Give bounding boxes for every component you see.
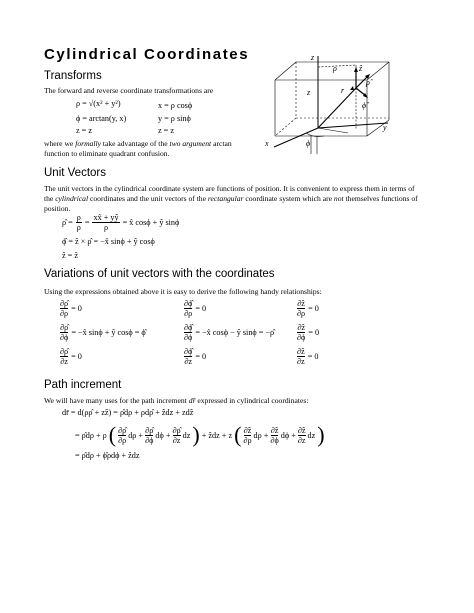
transforms-note: where we formally take advantage of the two argument arctan (44, 139, 232, 148)
transforms-note-line2: function to eliminate quadrant confusion. (44, 149, 170, 158)
variations-heading: Variations of unit vectors with the coordinates (44, 268, 275, 280)
unit-vectors-p3: position. (44, 204, 71, 213)
derivative-cell: $\frac{\partial\rhô}{\partial\phi}$ = −x̂ sinϕ + ŷ cosϕ = ϕ̂ (60, 323, 146, 342)
z-hat-equation: ẑ = ẑ (62, 251, 78, 260)
path-equation-1: dr̄ = d(ρρ̂ + zẑ) = ρ̂dρ + ρdρ̂ + ẑdz + zdẑ (62, 408, 194, 417)
derivative-cell: $\frac{\partial\rhô}{\partial\rho}$ = 0 (60, 299, 82, 318)
path-intro: We will have many uses for the path increment dr̄ expressed in cylindrical coordinates: (44, 396, 309, 405)
derivative-cell: $\frac{\partial\rhô}{\partial z}$ = 0 (60, 347, 82, 366)
z-height-label: z (307, 88, 311, 97)
z-hat-label: ẑ (359, 64, 363, 73)
unit-vectors-p2: the cylindrical coordinates and the unit vectors of the rectangular coordinate system which are not themselves functions of (44, 194, 418, 203)
cylindrical-coordinates-figure (262, 50, 414, 162)
derivative-cell: $\frac{\text{∂ẑ}}{\partial z}$ = 0 (297, 347, 319, 366)
path-equation-2: = ρ̂dρ + ρ ( ∂ρ̂ ∂ρ dρ + $\frac{\partial\rhô}{\partial\phi}$ dϕ + $\frac{\partial\rhô}{\partial z}$ dz ) + ẑdz + z ( ∂ẑ ∂ρ dρ + $\frac{\text{∂ẑ}}{\partial\phi}$ dϕ + $\frac{\text{∂ẑ}}{\partial z}$ dz ) (75, 422, 325, 447)
derivative-cell: $\frac{\text{∂ẑ}}{\partial\rho}$ = 0 (297, 299, 319, 318)
z-axis-label: z (311, 53, 315, 62)
transform-z-left: z = z (76, 126, 92, 135)
y-axis-label: y (383, 123, 387, 132)
phi-hat-equation: ϕ̂ = ẑ × ρ̂ = −x̂ sinϕ + ŷ cosϕ (62, 237, 155, 246)
r-vector-label: r (341, 86, 345, 95)
transform-y: y = ρ sinϕ (158, 114, 191, 123)
x-axis-label: x (265, 139, 269, 148)
page-title: Cylindrical Coordinates (44, 46, 250, 63)
unit-vectors-heading: Unit Vectors (44, 167, 106, 179)
phi-hat-label: ϕ̂ (362, 101, 367, 110)
derivative-cell: $\frac{\text{∂ẑ}}{\partial\phi}$ = 0 (297, 323, 320, 342)
rho-hat-equation: ρ̂ = $\frac{\rho}{\rho}$ = $\frac{xx̂ + yŷ}{\rho}$ = x̂ cosϕ + ŷ sinϕ (62, 213, 180, 232)
derivatives-grid (60, 299, 440, 367)
rho-label: ρ (333, 64, 337, 73)
path-equation-3: = ρ̂dρ + ϕ̂ρdϕ + ẑdz (75, 451, 140, 460)
transforms-intro: The forward and reverse coordinate transformations are (44, 86, 214, 95)
unit-vectors-p1: The unit vectors in the cylindrical coordinate system are functions of position. It is convenient to express them in terms of (44, 184, 415, 193)
transform-z-right: z = z (158, 126, 174, 135)
derivative-cell: $\frac{\partial\phî}{\partial\phi}$ = −x̂ cosϕ − ŷ sinϕ = −ρ̂ (184, 323, 275, 342)
derivative-cell: $\frac{\partial\phî}{\partial z}$ = 0 (184, 347, 207, 366)
derivative-cell: $\frac{\partial\phî}{\partial\rho}$ = 0 (184, 299, 207, 318)
path-heading: Path increment (44, 379, 122, 391)
transform-phi: ϕ = arctan(y, x) (76, 114, 127, 123)
transform-x: x = ρ cosϕ (158, 101, 193, 110)
rho-hat-label: ρ̂ (366, 78, 370, 87)
transforms-heading: Transforms (44, 70, 102, 82)
phi-label: ϕ (306, 139, 311, 148)
transform-rho: ρ = √(x² + y²) (76, 99, 121, 108)
variations-intro: Using the expressions obtained above it is easy to derive the following handy relationships: (44, 287, 322, 296)
